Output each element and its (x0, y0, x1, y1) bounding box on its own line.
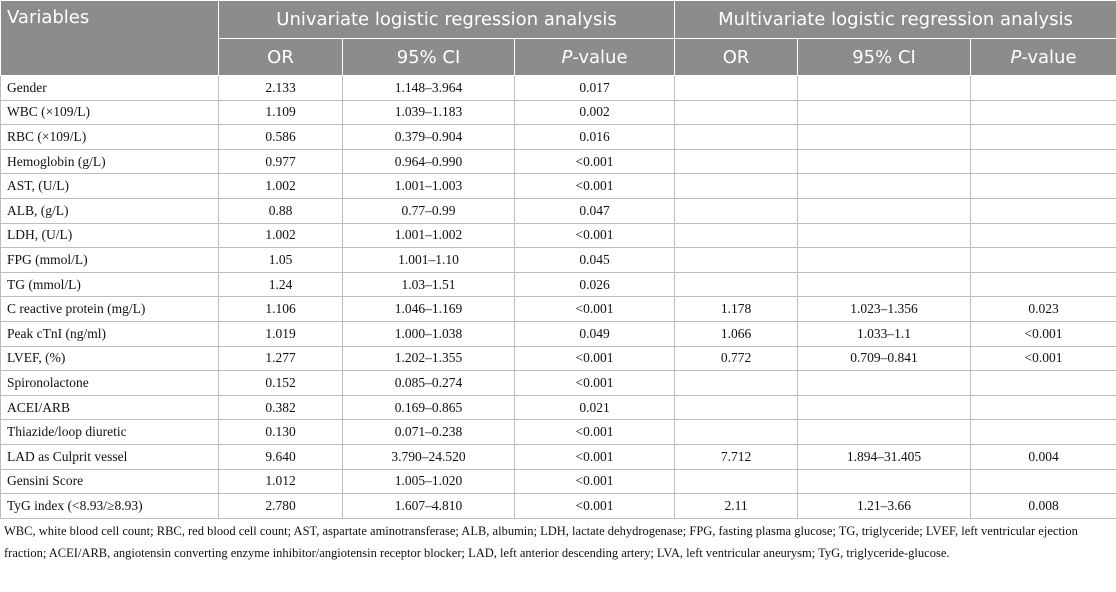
univariate-ci-cell: 0.379–0.904 (343, 125, 515, 150)
univariate-ci-cell: 1.039–1.183 (343, 100, 515, 125)
univariate-or-cell: 0.586 (219, 125, 343, 150)
univariate-p-cell: <0.001 (515, 469, 675, 494)
variable-name-cell: LVEF, (%) (1, 346, 219, 371)
variable-name-cell: FPG (mmol/L) (1, 248, 219, 273)
multivariate-ci-cell (798, 100, 971, 125)
univariate-ci-cell: 1.607–4.810 (343, 494, 515, 519)
table-row (1, 297, 1116, 322)
multivariate-header: Multivariate logistic regression analysis (675, 1, 1116, 39)
univariate-ci-cell: 1.03–1.51 (343, 272, 515, 297)
table-row (1, 76, 1116, 101)
table-row (1, 469, 1116, 494)
univariate-p-cell: 0.026 (515, 272, 675, 297)
multivariate-p-cell (971, 125, 1116, 150)
p-rest: -value (1021, 46, 1077, 68)
table-row (1, 198, 1116, 223)
table-row (1, 444, 1116, 469)
multivariate-p-cell (971, 420, 1116, 445)
univariate-p-cell: <0.001 (515, 223, 675, 248)
variable-name-cell: Gensini Score (1, 469, 219, 494)
univariate-ci-cell: 0.071–0.238 (343, 420, 515, 445)
table-row (1, 149, 1116, 174)
table-row (1, 248, 1116, 273)
multivariate-or-cell (675, 420, 798, 445)
table-row (1, 272, 1116, 297)
univariate-p-cell: <0.001 (515, 174, 675, 199)
multivariate-ci-cell: 1.033–1.1 (798, 321, 971, 346)
variable-name-cell: Gender (1, 76, 219, 101)
univariate-p-cell: 0.021 (515, 395, 675, 420)
univariate-ci-cell: 1.001–1.002 (343, 223, 515, 248)
table-row (1, 420, 1116, 445)
univariate-p-header (515, 39, 675, 76)
multivariate-ci-cell: 1.023–1.356 (798, 297, 971, 322)
multivariate-ci-cell (798, 248, 971, 273)
univariate-ci-cell: 1.046–1.169 (343, 297, 515, 322)
univariate-ci-cell: 1.148–3.964 (343, 76, 515, 101)
variable-name-cell: TG (mmol/L) (1, 272, 219, 297)
univariate-ci-header: 95% CI (343, 39, 515, 76)
multivariate-or-cell: 1.178 (675, 297, 798, 322)
table-row (1, 395, 1116, 420)
univariate-ci-cell: 1.202–1.355 (343, 346, 515, 371)
univariate-or-cell: 1.106 (219, 297, 343, 322)
multivariate-or-cell (675, 248, 798, 273)
variable-name-cell: Hemoglobin (g/L) (1, 149, 219, 174)
variables-header: Variables (1, 1, 219, 76)
multivariate-or-cell (675, 125, 798, 150)
univariate-header: Univariate logistic regression analysis (219, 1, 675, 39)
variable-name-cell: Spironolactone (1, 371, 219, 396)
table-row (1, 346, 1116, 371)
variable-name-cell: C reactive protein (mg/L) (1, 297, 219, 322)
univariate-or-cell: 1.277 (219, 346, 343, 371)
variable-name-cell: LDH, (U/L) (1, 223, 219, 248)
multivariate-p-cell: 0.008 (971, 494, 1116, 519)
univariate-or-cell: 0.977 (219, 149, 343, 174)
multivariate-ci-cell (798, 272, 971, 297)
variable-name-cell: Thiazide/loop diuretic (1, 420, 219, 445)
univariate-p-cell: <0.001 (515, 371, 675, 396)
univariate-p-cell: 0.047 (515, 198, 675, 223)
univariate-ci-cell: 1.000–1.038 (343, 321, 515, 346)
univariate-or-cell: 1.019 (219, 321, 343, 346)
multivariate-ci-cell (798, 223, 971, 248)
univariate-ci-cell: 0.77–0.99 (343, 198, 515, 223)
table-row (1, 174, 1116, 199)
multivariate-or-cell: 7.712 (675, 444, 798, 469)
univariate-or-cell: 9.640 (219, 444, 343, 469)
univariate-or-cell: 0.130 (219, 420, 343, 445)
multivariate-p-header (971, 39, 1116, 76)
multivariate-or-cell (675, 469, 798, 494)
univariate-p-cell: 0.017 (515, 76, 675, 101)
multivariate-or-cell: 0.772 (675, 346, 798, 371)
univariate-ci-cell: 0.169–0.865 (343, 395, 515, 420)
univariate-ci-cell: 1.005–1.020 (343, 469, 515, 494)
multivariate-or-cell (675, 198, 798, 223)
univariate-or-cell: 1.002 (219, 174, 343, 199)
multivariate-p-cell (971, 469, 1116, 494)
univariate-p-cell: <0.001 (515, 346, 675, 371)
univariate-or-cell: 1.24 (219, 272, 343, 297)
univariate-or-cell: 0.152 (219, 371, 343, 396)
table-row (1, 223, 1116, 248)
variable-name-cell: AST, (U/L) (1, 174, 219, 199)
variable-name-cell: ALB, (g/L) (1, 198, 219, 223)
univariate-p-cell: <0.001 (515, 444, 675, 469)
multivariate-p-cell (971, 248, 1116, 273)
multivariate-ci-cell (798, 395, 971, 420)
multivariate-p-cell: <0.001 (971, 321, 1116, 346)
header-row-groups (1, 1, 1116, 39)
multivariate-p-cell (971, 272, 1116, 297)
table-row (1, 125, 1116, 150)
univariate-p-cell: <0.001 (515, 494, 675, 519)
variable-name-cell: TyG index (<8.93/≥8.93) (1, 494, 219, 519)
multivariate-ci-header: 95% CI (798, 39, 971, 76)
table-row (1, 321, 1116, 346)
variable-name-cell: RBC (×109/L) (1, 125, 219, 150)
variable-name-cell: Peak cTnI (ng/ml) (1, 321, 219, 346)
table-footnote: WBC, white blood cell count; RBC, red blood cell count; AST, aspartate aminotransferase; ALB, albumin; LDH, lactate dehydrogenase; FPG, fasting plasma glucose; TG, triglyceride; LVEF, left ventricular ejection fraction; ACEI/ARB, angiotensin converting enzyme inhibitor/angiotensin receptor blocker; LAD, left anterior descending artery; LVA, left ventricular aneurysm; TyG, triglyceride-glucose. (4, 524, 1078, 560)
multivariate-ci-cell (798, 371, 971, 396)
table-row (1, 371, 1116, 396)
univariate-ci-cell: 3.790–24.520 (343, 444, 515, 469)
multivariate-or-cell (675, 100, 798, 125)
multivariate-or-header: OR (675, 39, 798, 76)
univariate-p-cell: 0.002 (515, 100, 675, 125)
multivariate-ci-cell (798, 198, 971, 223)
multivariate-ci-cell (798, 174, 971, 199)
univariate-or-cell: 0.88 (219, 198, 343, 223)
univariate-p-cell: 0.049 (515, 321, 675, 346)
multivariate-p-cell: <0.001 (971, 346, 1116, 371)
p-italic: P (1010, 46, 1022, 68)
univariate-p-cell: <0.001 (515, 149, 675, 174)
multivariate-ci-cell: 1.894–31.405 (798, 444, 971, 469)
multivariate-or-cell (675, 174, 798, 199)
univariate-p-cell: 0.016 (515, 125, 675, 150)
multivariate-p-cell (971, 149, 1116, 174)
p-italic: P (561, 46, 573, 68)
univariate-or-header: OR (219, 39, 343, 76)
multivariate-ci-cell (798, 469, 971, 494)
table-row (1, 494, 1116, 519)
multivariate-ci-cell: 1.21–3.66 (798, 494, 971, 519)
univariate-p-cell: <0.001 (515, 420, 675, 445)
multivariate-or-cell: 1.066 (675, 321, 798, 346)
p-rest: -value (572, 46, 628, 68)
multivariate-ci-cell (798, 125, 971, 150)
multivariate-p-cell (971, 371, 1116, 396)
multivariate-or-cell (675, 149, 798, 174)
multivariate-p-cell (971, 174, 1116, 199)
multivariate-or-cell (675, 272, 798, 297)
multivariate-or-cell (675, 371, 798, 396)
multivariate-p-cell: 0.023 (971, 297, 1116, 322)
univariate-or-cell: 1.012 (219, 469, 343, 494)
multivariate-or-cell (675, 223, 798, 248)
univariate-or-cell: 1.05 (219, 248, 343, 273)
multivariate-p-cell (971, 76, 1116, 101)
multivariate-ci-cell: 0.709–0.841 (798, 346, 971, 371)
univariate-or-cell: 1.002 (219, 223, 343, 248)
multivariate-ci-cell (798, 149, 971, 174)
multivariate-p-cell (971, 198, 1116, 223)
univariate-ci-cell: 1.001–1.10 (343, 248, 515, 273)
table-body (1, 76, 1116, 519)
univariate-or-cell: 2.133 (219, 76, 343, 101)
multivariate-or-cell (675, 76, 798, 101)
variable-name-cell: LAD as Culprit vessel (1, 444, 219, 469)
univariate-ci-cell: 0.964–0.990 (343, 149, 515, 174)
univariate-or-cell: 1.109 (219, 100, 343, 125)
multivariate-ci-cell (798, 76, 971, 101)
variable-name-cell: WBC (×109/L) (1, 100, 219, 125)
multivariate-or-cell: 2.11 (675, 494, 798, 519)
univariate-ci-cell: 0.085–0.274 (343, 371, 515, 396)
multivariate-or-cell (675, 395, 798, 420)
multivariate-p-cell (971, 395, 1116, 420)
multivariate-p-cell: 0.004 (971, 444, 1116, 469)
univariate-p-cell: <0.001 (515, 297, 675, 322)
univariate-p-cell: 0.045 (515, 248, 675, 273)
multivariate-ci-cell (798, 420, 971, 445)
univariate-or-cell: 0.382 (219, 395, 343, 420)
variable-name-cell: ACEI/ARB (1, 395, 219, 420)
multivariate-p-cell (971, 223, 1116, 248)
univariate-ci-cell: 1.001–1.003 (343, 174, 515, 199)
univariate-or-cell: 2.780 (219, 494, 343, 519)
table-row (1, 100, 1116, 125)
multivariate-p-cell (971, 100, 1116, 125)
